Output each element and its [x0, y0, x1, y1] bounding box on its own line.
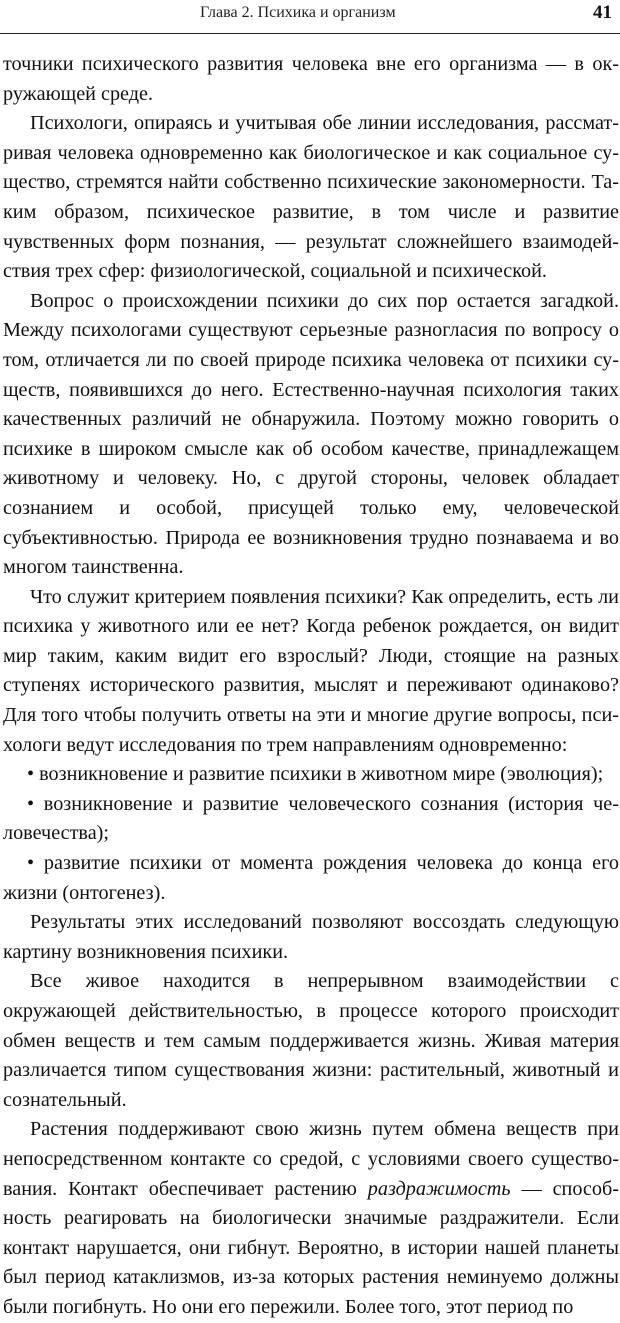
paragraph: Психологи, опираясь и учитывая обе линии исследования, рассматривая человека одновременно как биологическое и как социальное существо, стремятся найти собственно психические закономерности. Таким образом, психическое развитие, в том числе и развитие чувственных форм познания, — результат сложнейшего взаимодействия трех сфер: физиологической, социальной и психической. [3, 112, 619, 283]
body-text [3, 50, 619, 1323]
paragraph: Что служит критерием появления психики? Как определить, есть ли психика у животного или ее нет? Когда ребенок рождается, он видит мир таким, каким видит его взрослый? Люди, стоящие на разных ступенях исторического развития, мыслят и переживают одинаково? Для того чтобы получить ответы на эти и многие другие вопросы, психологи ведут исследования по трем направлениям одновременно: [3, 585, 619, 756]
paragraph: Вопрос о происхождении психики до сих пор остается загадкой. Между психологами существуют серьезные разногласия по вопросу о том, отличается ли по своей природе психика человека от психики существ, появившихся до него. Естественно-научная психология таких качественных различий не обнаружила. Поэтому можно говорить о психике в широком смысле как об особом качестве, принадлежащем животному и человеку. Но, с другой стороны, человек обладает сознанием и особой, присущей только ему, человеческой субъективностью. Природа ее возникновения трудно познаваема и во многом таинственна. [3, 289, 619, 579]
emphasis-term: раздражимость [367, 1177, 511, 1200]
page-number: 41 [593, 2, 612, 23]
paragraph-plants [3, 1115, 619, 1322]
bullet-item-evolution: • возникновение и развитие психики в животном мире (эволюция); [27, 763, 604, 786]
header-rule [0, 33, 620, 34]
bullet-item-ontogenesis: • развитие психики от момента рождения человека до конца его жизни (онтогенез). [3, 852, 619, 904]
chapter-title: Глава 2. Психика и организм [200, 4, 396, 21]
text-run: — способность реагировать на биологически значимые раздражители. Если контакт нарушается, они гибнут. Вероятно, в истории нашей планеты был период катаклизмов, из-за которых растения неминуемо должны были погибнуть. Но они его пережили. Более того, этот период по [3, 1177, 619, 1318]
text-run: Растения поддерживают свою жизнь путем обмена веществ при непосредственном контакте со средой, с условиями своего существования. Контакт обеспечивает растению [3, 1118, 619, 1200]
bullet-item-history: • возникновение и развитие человеческого сознания (история человечества); [3, 792, 619, 845]
paragraph: Все живое находится в непрерывном взаимодействии с окружающей действительностью, в процессе которого происходит обмен веществ и тем самым поддерживается жизнь. Живая материя различается типом существования жизни: растительный, животный и сознательный. [3, 970, 619, 1111]
paragraph-continuation: точники психического развития человека вне его организма — в окружающей среде. [3, 53, 619, 105]
running-head [0, 4, 620, 30]
paragraph: Результаты этих исследований позволяют воссоздать следующую картину возникновения психики. [3, 911, 619, 963]
